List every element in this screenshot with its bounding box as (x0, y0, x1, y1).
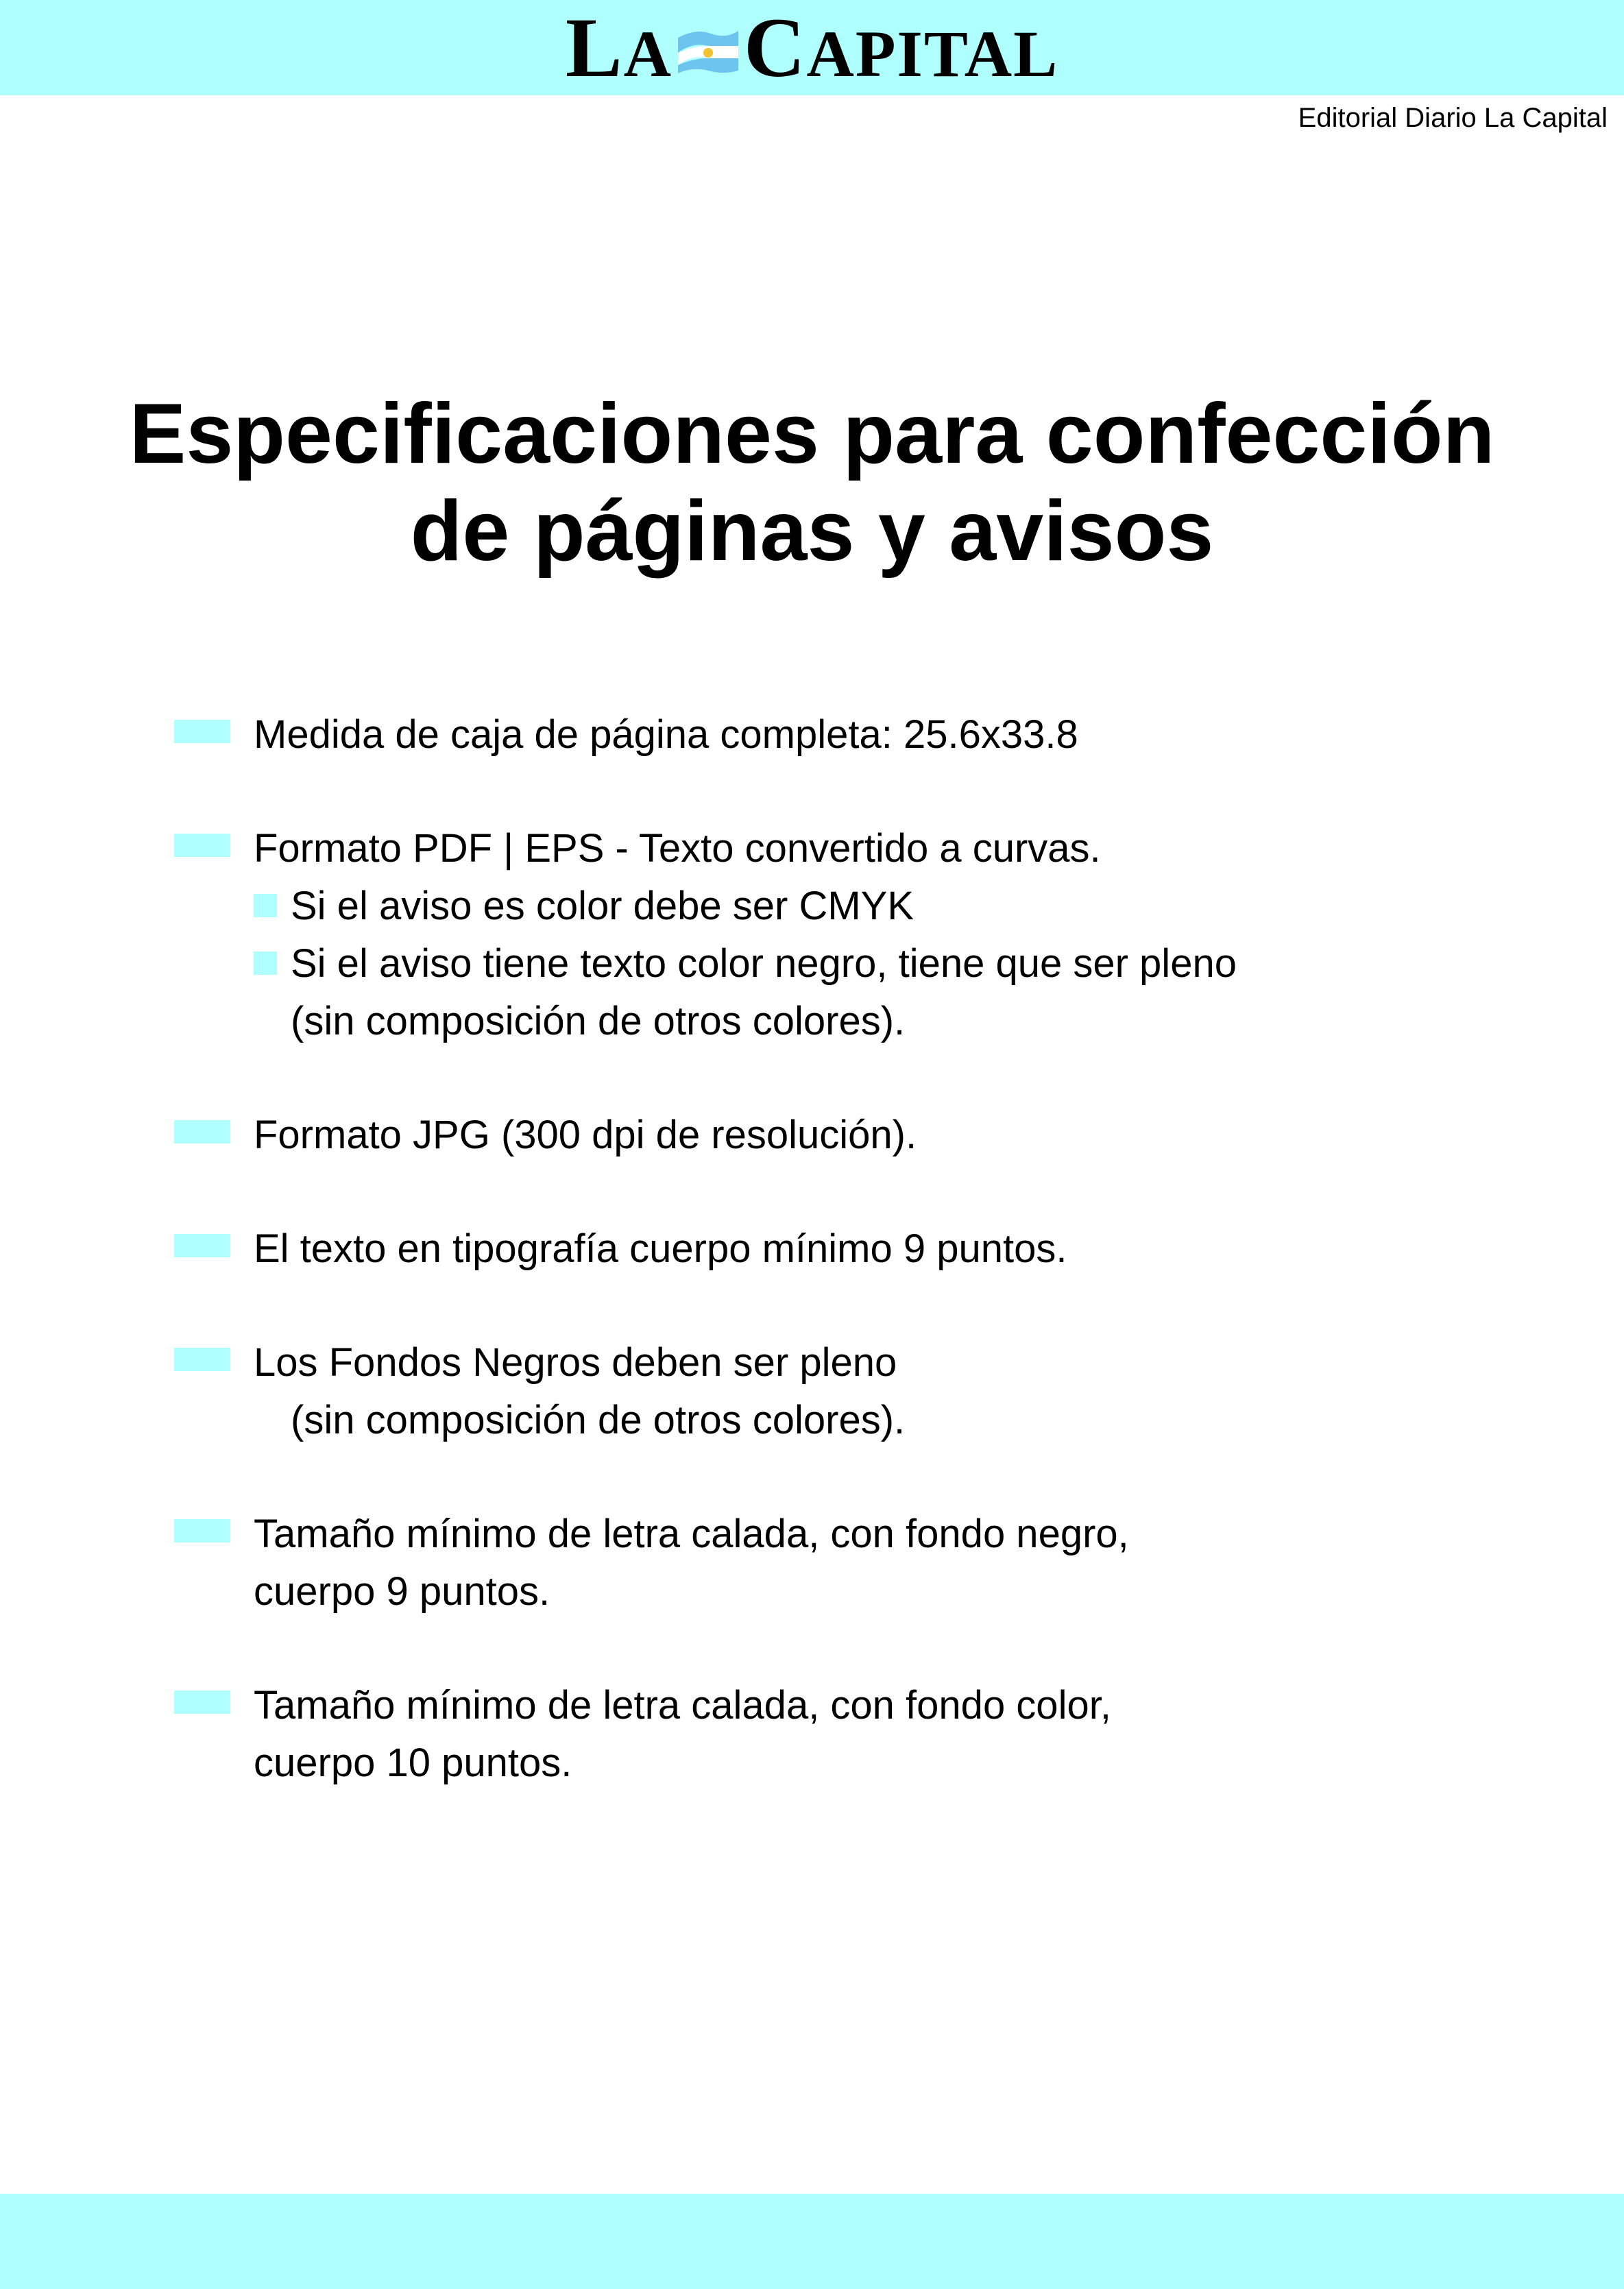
bullet-marker (174, 834, 230, 857)
spec-list (174, 706, 1477, 1848)
spec-text: Formato JPG (300 dpi de resolución). (254, 1113, 917, 1157)
sub-text: (sin composición de otros colores). (291, 999, 906, 1043)
spec-item-knockout-black (174, 1505, 1477, 1621)
publisher-label: Editorial Diario La Capital (1298, 103, 1608, 133)
sub-item-cmyk (254, 877, 1477, 935)
page-title (0, 385, 1624, 580)
spec-text: Los Fondos Negros deben ser pleno (254, 1340, 897, 1385)
bullet-marker (174, 1120, 230, 1143)
spec-text: Tamaño mínimo de letra calada, con fondo negro, (254, 1512, 1129, 1556)
sub-bullet-marker (254, 952, 277, 975)
logo-word-apital: APITAL (806, 16, 1059, 90)
logo-letter-a: A (623, 16, 672, 90)
sub-text: Si el aviso tiene texto color negro, tiene que ser pleno (291, 941, 1237, 986)
spec-text: cuerpo 10 puntos. (254, 1741, 572, 1785)
spec-text: Tamaño mínimo de letra calada, con fondo color, (254, 1683, 1111, 1728)
spec-text: Formato PDF | EPS - Texto convertido a curvas. (254, 826, 1101, 871)
spec-item-page-size (174, 706, 1477, 764)
bullet-marker (174, 1519, 230, 1542)
bullet-marker (174, 720, 230, 743)
bullet-marker (174, 1348, 230, 1371)
bullet-marker (174, 1691, 230, 1714)
spec-item-pdf-eps-format (174, 820, 1477, 1050)
masthead (0, 0, 1624, 95)
spec-text: cuerpo 9 puntos. (254, 1569, 550, 1614)
bullet-marker (174, 1234, 230, 1257)
title-line-2: de páginas y avisos (410, 484, 1214, 579)
spec-text: (sin composición de otros colores). (291, 1398, 906, 1442)
spec-text: Medida de caja de página completa: 25.6x33.8 (254, 712, 1078, 757)
la-capital-logo (565, 0, 1059, 95)
spec-text: El texto en tipografía cuerpo mínimo 9 puntos. (254, 1226, 1067, 1271)
spec-item-min-typography (174, 1220, 1477, 1278)
spec-item-black-backgrounds (174, 1334, 1477, 1449)
spec-item-knockout-color (174, 1677, 1477, 1792)
sub-text: Si el aviso es color debe ser CMYK (291, 884, 914, 928)
logo-letter-l: L (565, 0, 624, 95)
spec-item-jpg-format (174, 1106, 1477, 1164)
sub-item-black-text (254, 935, 1477, 1050)
title-line-1: Especificaciones para confección (129, 387, 1495, 481)
footer-bar (0, 2194, 1624, 2289)
argentina-flag-icon (675, 25, 741, 73)
logo-letter-c: C (743, 0, 807, 95)
sub-bullet-marker (254, 894, 277, 917)
